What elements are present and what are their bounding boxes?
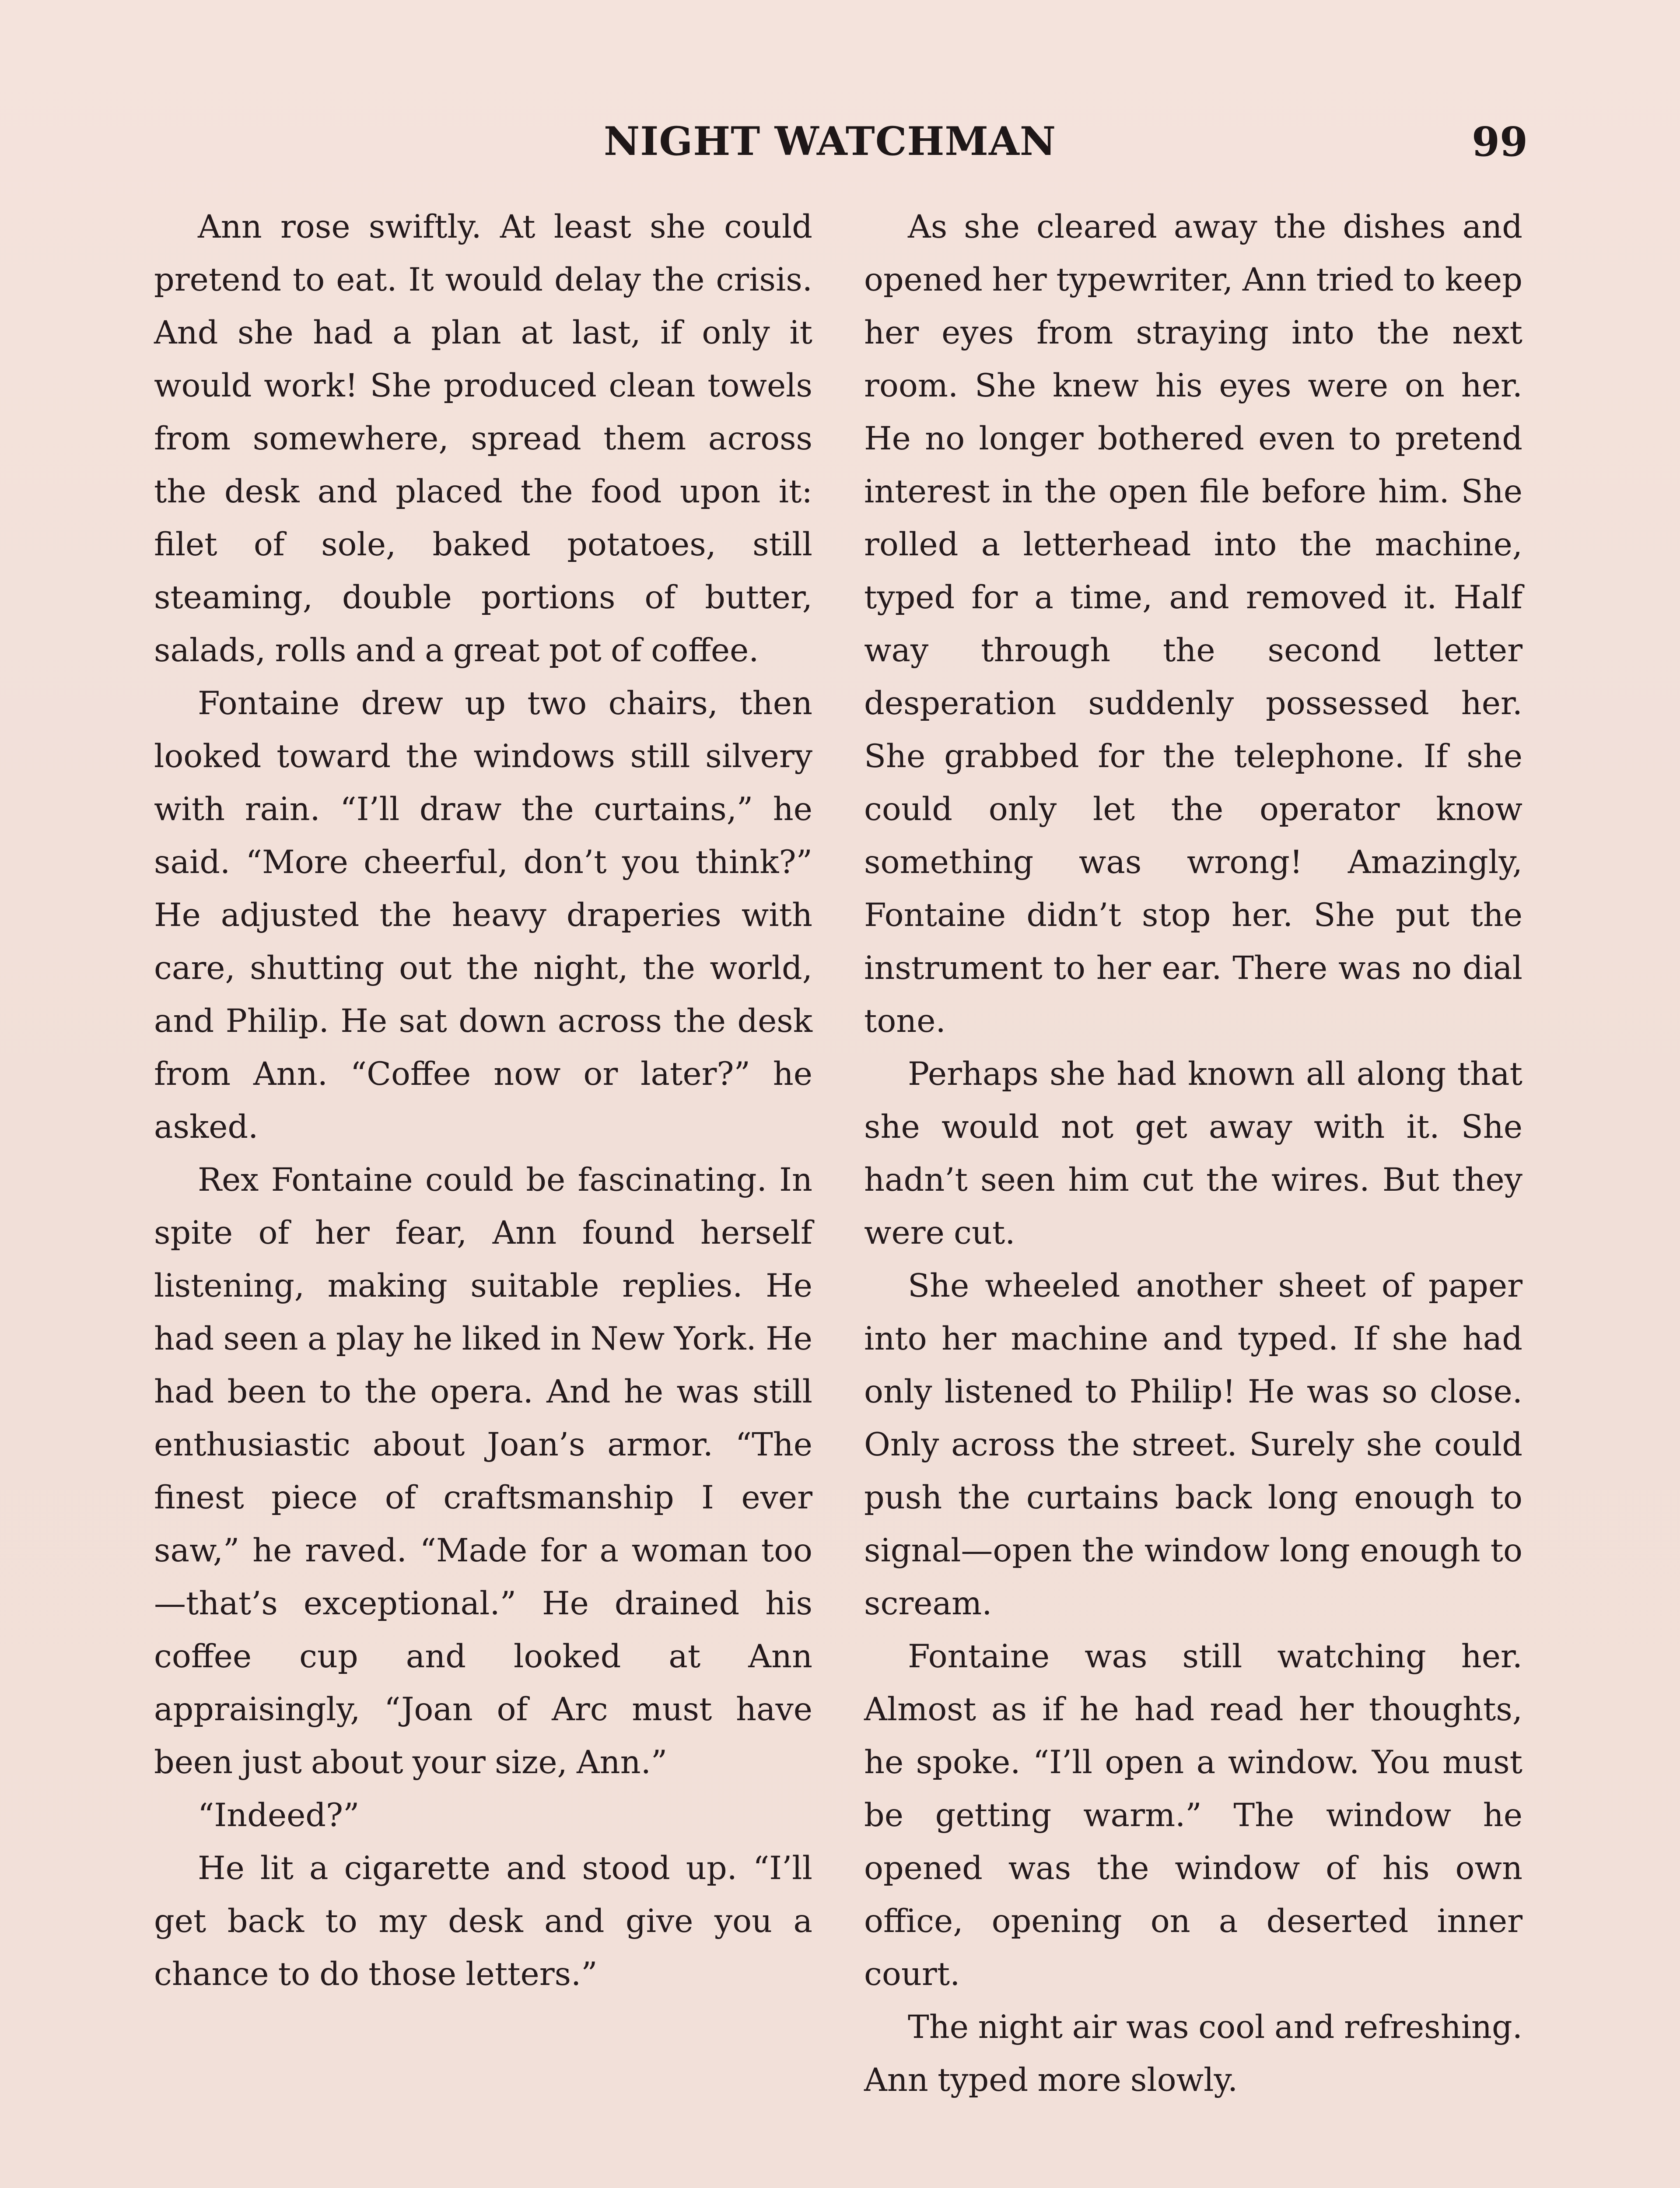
paragraph: Perhaps she had known all along that she would not get away with it. She hadn’t seen him cut the wires. But they were cut. [864, 1055, 1522, 1252]
paragraph: Fontaine drew up two chairs, then looked toward the windows still silvery with rain. “I’ll draw the curtains,” he said. “More cheerful, don’t you think?” He adjusted the heavy draperies with care, shutting out the night, the world, and Philip. He sat down across the desk from Ann. “Coffee now or later?” he asked. [154, 685, 812, 1146]
paragraph: Ann rose swiftly. At least she could pretend to eat. It would delay the crisis. And she had a plan at last, if only it would work! She produced clean towels from somewhere, spread them across the desk and placed the food upon it: filet of sole, baked potatoes, still steaming, double portions of butter, salads, rolls and a great pot of coffee. [154, 208, 812, 669]
left-column [154, 200, 812, 2001]
paragraph: The night air was cool and refreshing. Ann typed more slowly. [864, 2009, 1522, 2099]
paragraph: Rex Fontaine could be fascinating. In spite of her fear, Ann found herself listening, making suitable replies. He had seen a play he liked in New York. He had been to the opera. And he was still enthusiastic about Joan’s armor. “The finest piece of craftsmanship I ever saw,” he raved. “Made for a woman too—that’s exceptional.” He drained his coffee cup and looked at Ann appraisingly, “Joan of Arc must have been just about your size, Ann.” [154, 1161, 812, 1781]
running-head: NIGHT WATCHMAN [604, 118, 1057, 165]
paragraph: Fontaine was still watching her. Almost as if he had read her thoughts, he spoke. “I’ll open a window. You must be getting warm.” The window he opened was the window of his own office, opening on a deserted inner court. [864, 1638, 1522, 1993]
paragraph: She wheeled another sheet of paper into her machine and typed. If she had only listened to Philip! He was so close. Only across the street. Surely she could push the curtains back long enough to signal—open the window long enough to scream. [864, 1267, 1522, 1622]
page-number: 99 [1471, 118, 1528, 165]
paragraph: “Indeed?” [198, 1797, 360, 1834]
paragraph: As she cleared away the dishes and opened her typewriter, Ann tried to keep her eyes from straying into the next room. She knew his eyes were on her. He no longer bothered even to pretend interest in the open file before him. She rolled a letterhead into the machine, typed for a time, and removed it. Half way through the second letter desperation suddenly possessed her. She grabbed for the telephone. If she could only let the operator know something was wrong! Amazingly, Fontaine didn’t stop her. She put the instrument to her ear. There was no dial tone. [864, 208, 1522, 1040]
paragraph: He lit a cigarette and stood up. “I’ll get back to my desk and give you a chance to do those letters.” [154, 1850, 812, 1993]
right-column [864, 200, 1522, 2107]
